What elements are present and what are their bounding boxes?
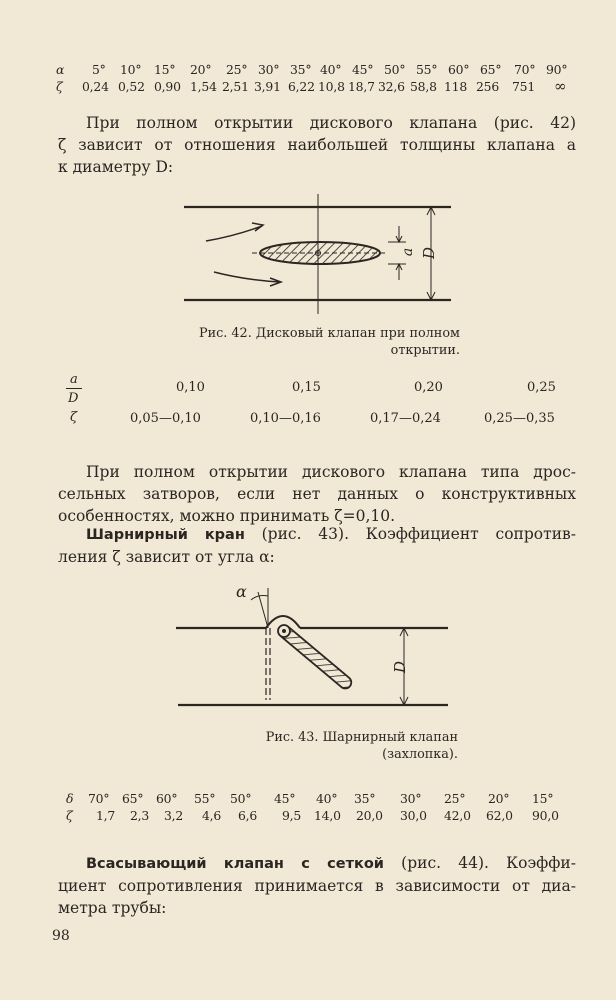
table1-zeta-cell: 3,91 [254, 79, 281, 94]
table3-delta-cell: 15° [532, 791, 554, 806]
table1-alpha-cell: 30° [258, 62, 280, 77]
table1-alpha-cell: 65° [480, 62, 502, 77]
table3-zeta-cell: 20,0 [356, 808, 383, 823]
table3-delta-cell: 70° [88, 791, 110, 806]
hinge-pin-center [282, 629, 286, 633]
table2-zeta-cell: 0,05—0,10 [130, 411, 201, 426]
page-number: 98 [52, 928, 70, 944]
table3-delta-label: δ [66, 791, 74, 806]
heading-hinged-valve: Шарнирный кран [86, 527, 245, 543]
table3-delta-cell: 20° [488, 791, 510, 806]
paragraph-line-rest: (рис. 44). Коэффи- [383, 854, 577, 872]
paragraph-suction-valve [58, 852, 576, 919]
paragraph-line: ления ζ зависит от угла α: [58, 548, 275, 566]
table1-alpha-cell: 25° [226, 62, 248, 77]
paragraph-line: метра трубы: [58, 899, 167, 917]
table3-zeta-cell: 42,0 [444, 808, 471, 823]
table3-zeta-cell: 6,6 [238, 808, 258, 823]
fig42-label-D: D [420, 246, 439, 260]
table2-ratio-denominator: D [68, 391, 79, 406]
table1-alpha-cell: 55° [416, 62, 438, 77]
table2-zeta-cell: 0,10—0,16 [250, 411, 321, 426]
table3-zeta-cell: 9,5 [282, 808, 302, 823]
table1-zeta-cell: 18,7 [348, 79, 375, 94]
table2-ratio-cell: 0,15 [292, 380, 321, 395]
table1-alpha-cell: 20° [190, 62, 212, 77]
table1-zeta-cell: 118 [444, 79, 468, 94]
table2-zeta-cell: 0,25—0,35 [484, 411, 555, 426]
table2-zeta-cell: 0,17—0,24 [370, 411, 441, 426]
table3-delta-cell: 30° [400, 791, 422, 806]
table3-zeta-cell: 1,7 [96, 808, 116, 823]
table2-ratio-numerator: a [70, 372, 78, 387]
table1-alpha-cell: 90° [546, 62, 568, 77]
table1-zeta-cell: 6,22 [288, 79, 315, 94]
table3-delta-cell: 40° [316, 791, 338, 806]
table1-alpha-cell: 50° [384, 62, 406, 77]
table3-zeta-cell: 62,0 [486, 808, 513, 823]
table1-alpha-cell: 15° [154, 62, 176, 77]
table2-zeta-label: ζ [70, 410, 78, 425]
paragraph-line: к диаметру D: [58, 158, 174, 176]
table3-delta-cell: 60° [156, 791, 178, 806]
table3-zeta-cell: 2,3 [130, 808, 150, 823]
caption-line: открытии. [390, 343, 460, 358]
table3-zeta-cell: 14,0 [314, 808, 341, 823]
table1-zeta-cell: 751 [512, 79, 536, 94]
table1-zeta-cell: 0,90 [154, 79, 181, 94]
table3-zeta-cell: 3,2 [164, 808, 184, 823]
table1-zeta-cell: 2,51 [222, 79, 249, 94]
table1-alpha-cell: 5° [92, 62, 106, 77]
table1-zeta-cell: 1,54 [190, 79, 217, 94]
table3-delta-cell: 50° [230, 791, 252, 806]
table2-ratio-cell: 0,20 [414, 380, 443, 395]
table3-delta-cell: 65° [122, 791, 144, 806]
table1-alpha-label: α [56, 62, 65, 77]
paragraph-line [58, 852, 576, 875]
angle-ref-line [258, 592, 268, 628]
paragraph-line: циент сопротивления принимается в зависимости от диа- [58, 877, 576, 895]
table3-delta-cell: 25° [444, 791, 466, 806]
paragraph-line: сельных затворов, если нет данных о конструктивных [58, 485, 576, 503]
paragraph-line: ζ зависит от отношения наибольшей толщины клапана a [58, 136, 576, 154]
figure-43-caption [180, 729, 458, 763]
table1-zeta-cell: 0,52 [118, 79, 145, 94]
heading-suction-valve: Всасывающий клапан с сеткой [86, 856, 384, 872]
table1-zeta-cell: 58,8 [410, 79, 437, 94]
table1-zeta-cell: 256 [476, 79, 500, 94]
caption-line: Рис. 43. Шарнирный клапан [265, 730, 458, 745]
paragraph-line: особенностях, можно принимать ζ=0,10. [58, 507, 396, 525]
fig42-label-a: a [400, 247, 417, 257]
table1-zeta-label: ζ [56, 79, 63, 94]
caption-line: (захлопка). [382, 747, 458, 762]
table1-alpha-cell: 10° [120, 62, 142, 77]
paragraph-line: При полном открытии дискового клапана типа дрос- [86, 463, 576, 481]
table1-alpha-cell: 35° [290, 62, 312, 77]
table3-delta-cell: 35° [354, 791, 376, 806]
caption-line: Рис. 42. Дисковый клапан при полном [198, 326, 460, 341]
table3-zeta-cell: 30,0 [400, 808, 427, 823]
table2-ratio-cell: 0,10 [176, 380, 205, 395]
table1-alpha-cell: 60° [448, 62, 470, 77]
table3-delta-cell: 45° [274, 791, 296, 806]
table1-zeta-cell: 10,8 [318, 79, 345, 94]
paragraph-line-rest: (рис. 43). Коэффициент сопротив- [244, 525, 576, 543]
table1-zeta-cell: 0,24 [82, 79, 109, 94]
fig43-label-alpha: α [236, 582, 247, 601]
paragraph-line: При полном открытии дискового клапана (рис. 42) [86, 114, 576, 132]
table3-zeta-label: ζ [66, 808, 73, 823]
table3-zeta-cell: 90,0 [532, 808, 559, 823]
fig43-label-D: D [391, 660, 410, 674]
table3-delta-cell: 55° [194, 791, 216, 806]
table1-alpha-cell: 40° [320, 62, 342, 77]
table3-zeta-cell: 4,6 [202, 808, 222, 823]
table2-ratio-cell: 0,25 [527, 380, 556, 395]
table1-alpha-cell: 70° [514, 62, 536, 77]
table1-zeta-cell: 32,6 [378, 79, 405, 94]
table1-zeta-cell: ∞ [554, 77, 567, 95]
table1-alpha-cell: 45° [352, 62, 374, 77]
